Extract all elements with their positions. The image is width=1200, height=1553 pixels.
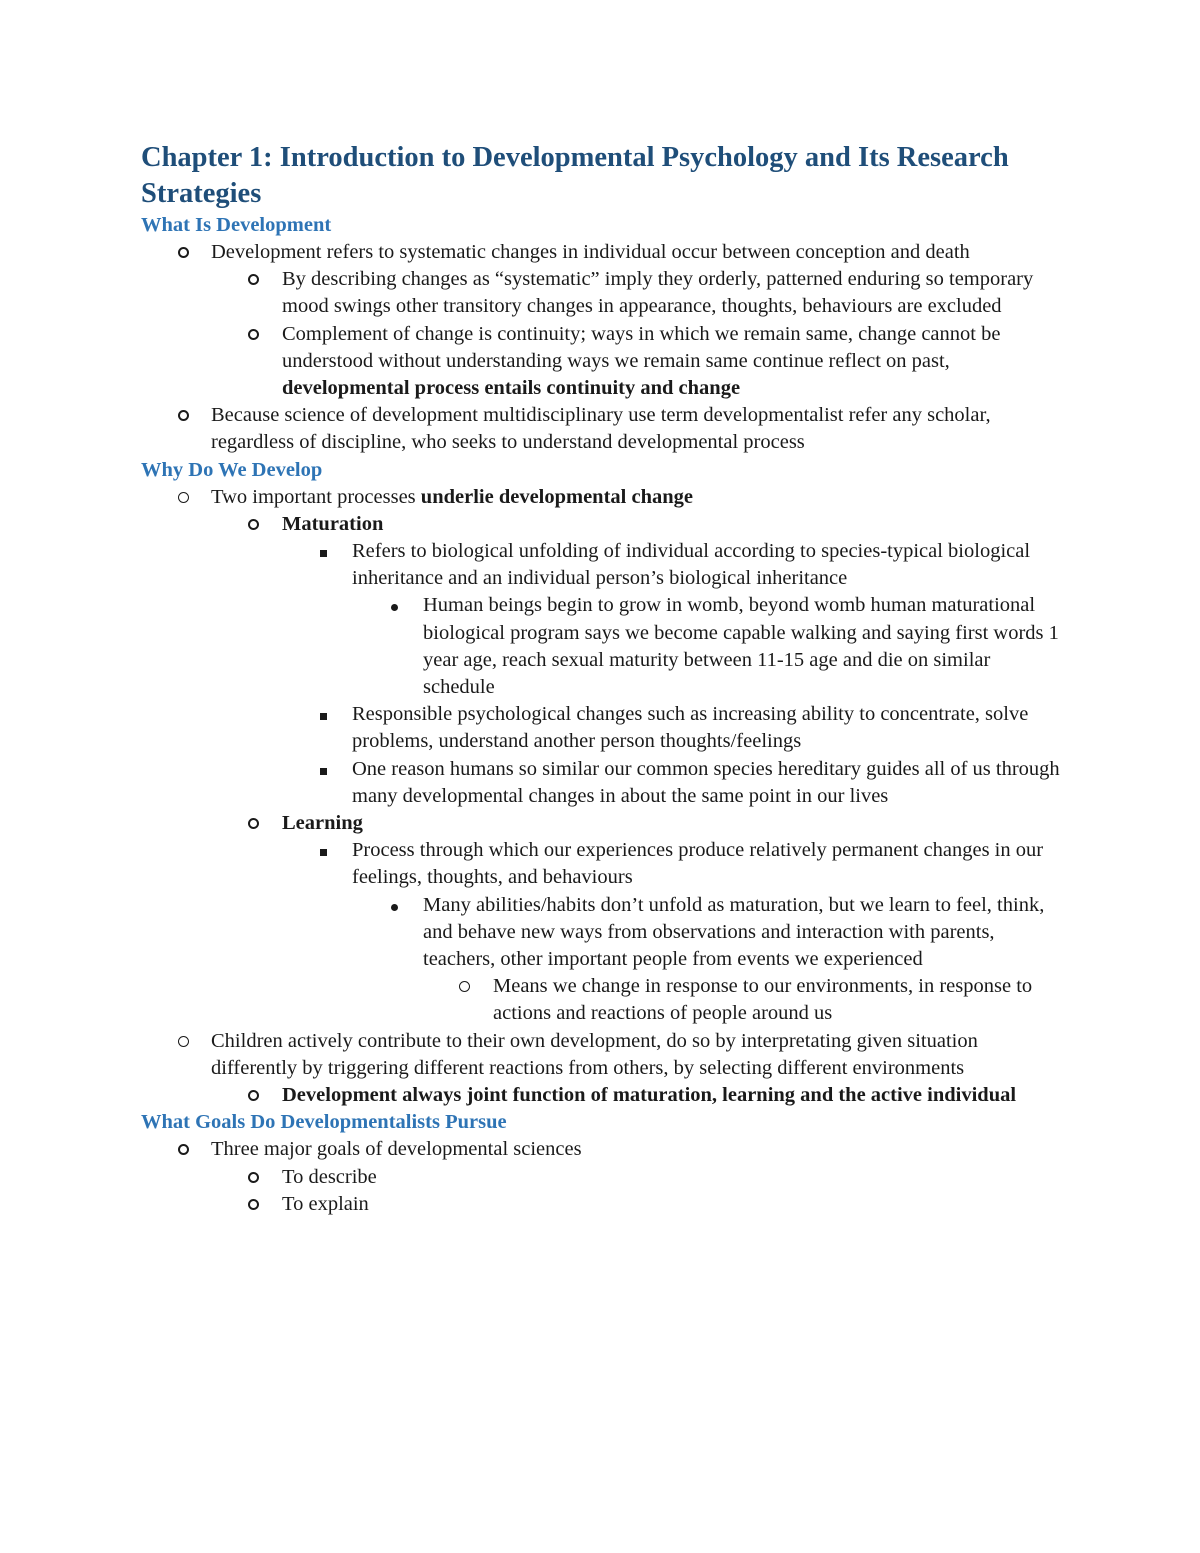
square-bullet-icon	[313, 701, 333, 728]
list-item: Development refers to systematic changes in individual occur between conception and death	[141, 239, 1066, 266]
thin-circle-bullet-icon	[173, 1028, 193, 1055]
list-item: Two important processes underlie developmental change	[141, 484, 1066, 511]
document-page	[141, 140, 1066, 1218]
list-item: Because science of development multidisciplinary use term developmentalist refer any scholar, regardless of discipline, who seeks to understand developmental process	[141, 402, 1066, 456]
hollow-circle-bullet-icon	[243, 1191, 263, 1218]
hollow-circle-bullet-icon	[243, 266, 263, 293]
list-item: Development always joint function of maturation, learning and the active individual	[141, 1082, 1066, 1109]
hollow-circle-bullet-icon	[243, 1164, 263, 1191]
list-item: One reason humans so similar our common species hereditary guides all of us through many developmental changes in about the same point in our lives	[141, 756, 1066, 810]
square-bullet-icon	[313, 837, 333, 864]
square-bullet-icon	[313, 538, 333, 565]
section-heading-goals: What Goals Do Developmentalists Pursue	[141, 1111, 507, 1134]
list-item: To describe	[141, 1164, 1066, 1191]
hollow-circle-bullet-icon	[173, 239, 193, 266]
list-item: Complement of change is continuity; ways in which we remain same, change cannot be understood without understanding ways we remain same continue reflect on past, developmental process entails continuity and change	[141, 321, 1066, 403]
list-item: Children actively contribute to their own development, do so by interpretating given situation differently by triggering different reactions from others, by selecting different environments	[141, 1028, 1066, 1082]
list-item: Three major goals of developmental sciences	[141, 1136, 1066, 1163]
list-item: By describing changes as “systematic” imply they orderly, patterned enduring so temporary mood swings other transitory changes in appearance, thoughts, behaviours are excluded	[141, 266, 1066, 320]
list-item: Process through which our experiences produce relatively permanent changes in our feelings, thoughts, and behaviours	[141, 837, 1066, 891]
list-item: Many abilities/habits don’t unfold as maturation, but we learn to feel, think, and behave new ways from observations and interaction with parents, teachers, other important people from events we experienced	[141, 892, 1066, 974]
list-item: Maturation	[141, 511, 1066, 538]
list-item: Human beings begin to grow in womb, beyond womb human maturational biological program says we become capable walking and saying first words 1 year age, reach sexual maturity between 11-15 age and die on similar schedule	[141, 592, 1066, 701]
list-item: Learning	[141, 810, 1066, 837]
section-heading-what-is-development: What Is Development	[141, 214, 332, 236]
list-item: To explain	[141, 1191, 1066, 1218]
list-item: Refers to biological unfolding of individual according to species-typical biological inheritance and an individual person’s biological inheritance	[141, 538, 1066, 592]
hollow-circle-bullet-icon	[243, 810, 263, 837]
dot-bullet-icon	[384, 592, 404, 619]
document-title: Chapter 1: Introduction to Developmental Psychology and Its Research Strategies	[141, 142, 1009, 209]
dot-bullet-icon	[384, 892, 404, 919]
list-item: Responsible psychological changes such as increasing ability to concentrate, solve problems, understand another person thoughts/feelings	[141, 701, 1066, 755]
list-item: Means we change in response to our environments, in response to actions and reactions of people around us	[141, 973, 1066, 1027]
square-bullet-icon	[313, 756, 333, 783]
hollow-circle-bullet-icon	[173, 1136, 193, 1163]
hollow-circle-bullet-icon	[173, 402, 193, 429]
section-heading-why-do-we-develop: Why Do We Develop	[141, 458, 323, 481]
thin-circle-bullet-icon	[454, 973, 474, 1000]
hollow-circle-bullet-icon	[243, 1082, 263, 1109]
hollow-circle-bullet-icon	[243, 321, 263, 348]
hollow-circle-bullet-icon	[243, 511, 263, 538]
thin-circle-bullet-icon	[173, 484, 193, 511]
